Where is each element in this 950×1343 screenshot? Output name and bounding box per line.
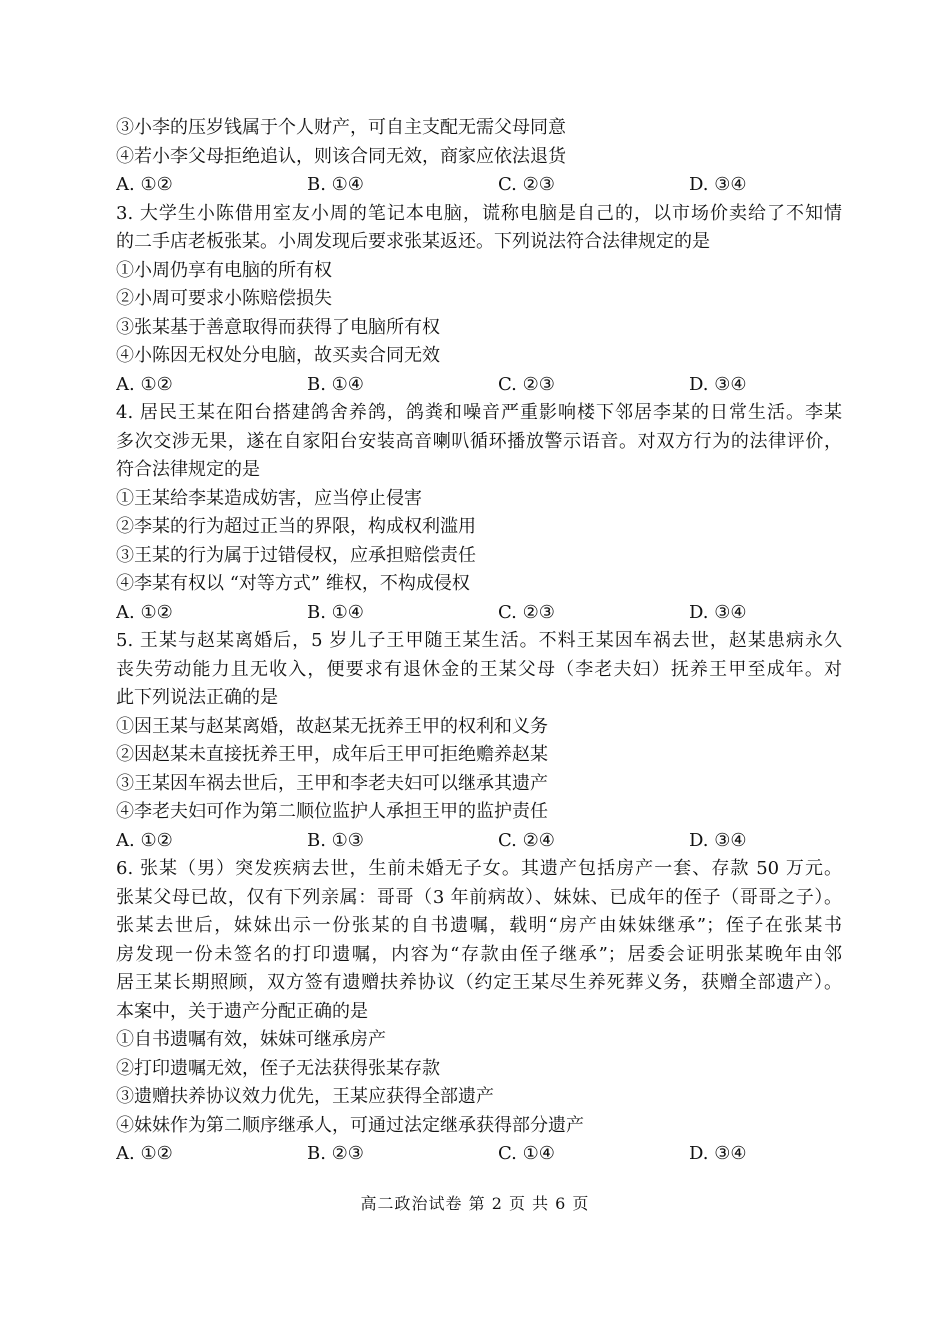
q6-item-2: ②打印遗嘱无效，侄子无法获得张某存款 [116, 1057, 440, 1079]
q6-stem-line: 居王某长期照顾，双方签有遗赠扶养协议（约定王某尽生养死葬义务，获赠全部遗产）。 [116, 972, 842, 993]
q2-option-b: B. ①④ [307, 174, 364, 195]
q3-option-d: D. ③④ [689, 373, 747, 395]
page-footer: 高二政治试卷 第 2 页 共 6 页 [360, 1194, 590, 1213]
q3-item-1: ①小周仍享有电脑的所有权 [116, 259, 332, 281]
q4-option-a: A. ①② [116, 601, 173, 623]
q4-item-4: ④李某有权以 “对等方式” 维权，不构成侵权 [116, 573, 470, 594]
q3-option-b: B. ①④ [307, 373, 364, 395]
q2-option-d: D. ③④ [689, 174, 747, 195]
q5-options [116, 827, 842, 856]
q5-item-3: ③王某因车祸去世后，王甲和李老夫妇可以继承其遗产 [116, 772, 548, 794]
q4-option-c: C. ②③ [498, 601, 555, 623]
q3-stem-line: 的二手店老板张某。小周发现后要求张某返还。下列说法符合法律规定的是 [116, 231, 710, 252]
q6-options [116, 1140, 842, 1169]
q2-item-3: ③小李的压岁钱属于个人财产，可自主支配无需父母同意 [116, 117, 566, 138]
q5-option-d: D. ③④ [689, 829, 747, 851]
q4-options [116, 599, 842, 628]
q6-stem-line: 张某去世后，妹妹出示一份张某的自书遗嘱，载明“房产由妹妹继承”；侄子在张某书 [116, 915, 842, 936]
q2-options [116, 171, 842, 200]
q3-options [116, 371, 842, 400]
q6-option-d: D. ③④ [689, 1143, 747, 1164]
q5-option-a: A. ①② [116, 829, 173, 851]
q3-option-a: A. ①② [116, 373, 173, 395]
q6-item-3: ③遗赠扶养协议效力优先，王某应获得全部遗产 [116, 1086, 494, 1107]
question-4 [116, 399, 842, 627]
q5-item-2: ②因赵某未直接抚养王甲，成年后王甲可拒绝赡养赵某 [116, 744, 548, 765]
question-3 [116, 200, 842, 400]
question-content [116, 114, 842, 1169]
q2-option-a: A. ①② [116, 174, 173, 195]
q3-item-2: ②小周可要求小陈赔偿损失 [116, 288, 332, 309]
q5-stem-line: 此下列说法正确的是 [116, 687, 278, 708]
q6-stem-line: 本案中，关于遗产分配正确的是 [116, 1000, 368, 1022]
question-5 [116, 627, 842, 855]
q5-option-b: B. ①③ [307, 829, 364, 851]
q4-item-3: ③王某的行为属于过错侵权，应承担赔偿责任 [116, 544, 476, 566]
q5-item-1: ①因王某与赵某离婚，故赵某无抚养王甲的权利和义务 [116, 715, 548, 737]
q6-item-1: ①自书遗嘱有效，妹妹可继承房产 [116, 1029, 386, 1050]
q4-option-d: D. ③④ [689, 601, 747, 623]
question-2 [116, 114, 842, 200]
q5-item-4: ④李老夫妇可作为第二顺位监护人承担王甲的监护责任 [116, 801, 548, 822]
q4-stem-line: 4. 居民王某在阳台搭建鸽舍养鸽，鸽粪和噪音严重影响楼下邻居李某的日常生活。李某 [116, 402, 842, 423]
q5-stem-line: 丧失劳动能力且无收入，便要求有退休金的王某父母（李老夫妇）抚养王甲至成年。对 [116, 658, 842, 680]
q6-item-4: ④妹妹作为第二顺序继承人，可通过法定继承获得部分遗产 [116, 1114, 584, 1136]
q5-stem-line: 5. 王某与赵某离婚后，5 岁儿子王甲随王某生活。不料王某因车祸去世，赵某患病永久 [116, 630, 842, 651]
q3-item-4: ④小陈因无权处分电脑，故买卖合同无效 [116, 345, 440, 366]
q3-stem-line: 3. 大学生小陈借用室友小周的笔记本电脑，谎称电脑是自己的，以市场价卖给了不知情 [116, 202, 842, 224]
q6-stem-line: 张某父母已故，仅有下列亲属：哥哥（3 年前病故）、妹妹、已成年的侄子（哥哥之子）。 [116, 886, 842, 908]
q4-stem-line: 符合法律规定的是 [116, 459, 260, 480]
q6-stem-line: 房发现一份未签名的打印遗嘱，内容为“存款由侄子继承”；居委会证明张某晚年由邻 [116, 943, 842, 965]
q6-option-b: B. ②③ [307, 1143, 364, 1164]
q5-option-c: C. ②④ [498, 829, 555, 851]
q4-option-b: B. ①④ [307, 601, 364, 623]
q6-option-a: A. ①② [116, 1143, 173, 1164]
question-6 [116, 855, 842, 1169]
q6-stem-line: 6. 张某（男）突发疾病去世，生前未婚无子女。其遗产包括房产一套、存款 50 万元。 [116, 858, 842, 879]
q2-option-c: C. ②③ [498, 174, 555, 195]
q3-item-3: ③张某基于善意取得而获得了电脑所有权 [116, 316, 440, 338]
q4-item-1: ①王某给李某造成妨害，应当停止侵害 [116, 487, 422, 509]
q3-option-c: C. ②③ [498, 373, 555, 395]
q4-stem-line: 多次交涉无果，遂在自家阳台安装高音喇叭循环播放警示语音。对双方行为的法律评价， [116, 430, 842, 452]
q2-item-4: ④若小李父母拒绝追认，则该合同无效，商家应依法退货 [116, 145, 566, 167]
q6-option-c: C. ①④ [498, 1143, 555, 1164]
q4-item-2: ②李某的行为超过正当的界限，构成权利滥用 [116, 516, 476, 537]
